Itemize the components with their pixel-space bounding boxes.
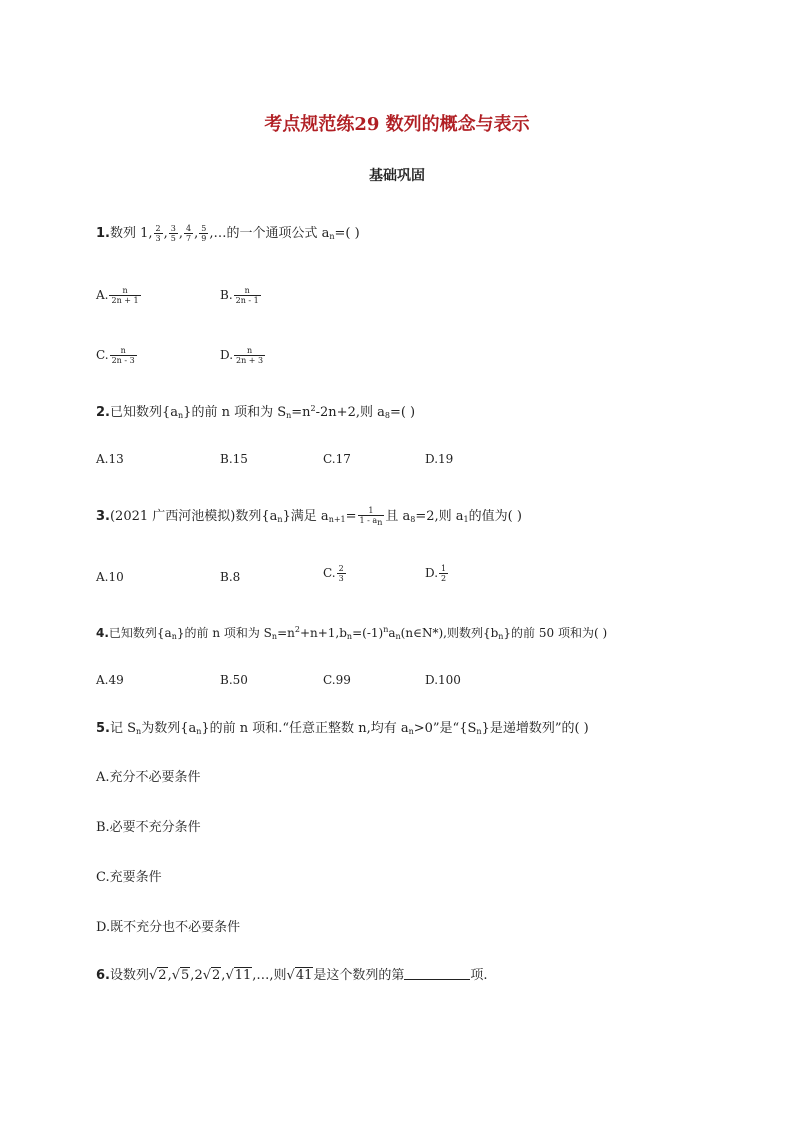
question-5: 5.记 $S_n$为数列$\{a_n\}$的前 n 项和.“任意正整数 n,均有 $a_n>0$”是“$\{S_n\}$是递增数列”的( ): [96, 721, 589, 736]
q3-option-a: A.10: [96, 570, 124, 584]
q5-option-d: D.既不充分也不必要条件: [96, 920, 241, 935]
q4-option-d: D.100: [425, 673, 461, 687]
question-3: 3.(2021 广西河池模拟)数列$\{a_n\}$满足 $a_{n+1}=$ $\frac{1}{1 - a_n}$ 且 $a_8=2$,则 $a_1$的值为( ): [96, 506, 522, 527]
q3-option-d: D. $\frac{1}{2}$: [425, 564, 447, 583]
question-4: 4.已知数列$\{a_n\}$的前 n 项和为 $S_n=n^2+n+1,b_n=(-1)^na_n(n\in N*)$,则数列$\{b_n\}$的前 50 项和为( ): [96, 625, 608, 641]
section-heading: 基础巩固: [369, 168, 425, 184]
answer-blank[interactable]: [404, 967, 470, 980]
q4-option-c: C.99: [323, 673, 351, 687]
q5-option-c: C.充要条件: [96, 870, 162, 885]
q2-option-b: B.15: [220, 452, 248, 466]
q1-option-b: B. $\frac{n}{2n - 1}$: [220, 286, 259, 305]
question-number: 1.: [96, 226, 110, 241]
q1-option-c: C. $\frac{n}{2n - 3}$: [96, 346, 135, 365]
q4-option-a: A.49: [96, 673, 124, 687]
question-6: 6.设数列√2,√5,2√2,√11,…,则√41是这个数列的第 项.: [96, 968, 488, 983]
q3-option-c: C. $\frac{2}{3}$: [323, 564, 344, 583]
question-1: 1.数列 1, $\frac{2}{3}$ , $\frac{3}{5}$ , $\frac{4}{7}$ , $\frac{5}{9}$ ,…的一个通项公式 $a_n=$( ): [96, 224, 360, 243]
q5-option-b: B.必要不充分条件: [96, 820, 201, 835]
q2-option-c: C.17: [323, 452, 351, 466]
sqrt-2: √2: [149, 968, 167, 983]
sqrt-2b: √2: [202, 968, 221, 983]
q2-option-a: A.13: [96, 452, 124, 466]
sqrt-41: √41: [286, 968, 313, 983]
q2-option-d: D.19: [425, 452, 454, 466]
sqrt-11: √11: [225, 968, 252, 983]
q3-option-b: B.8: [220, 570, 241, 584]
q1-option-a: A. $\frac{n}{2n + 1}$: [96, 286, 139, 305]
q1-option-d: D. $\frac{n}{2n + 3}$: [220, 346, 264, 365]
q5-option-a: A.充分不必要条件: [96, 770, 201, 785]
sqrt-5: √5: [171, 968, 190, 983]
q4-option-b: B.50: [220, 673, 248, 687]
question-2: 2.已知数列$\{a_n\}$的前 n 项和为 $S_n=n^2-2n+2$,则 $a_8=$( ): [96, 404, 416, 420]
page-title: 考点规范练29 数列的概念与表示: [264, 114, 530, 135]
